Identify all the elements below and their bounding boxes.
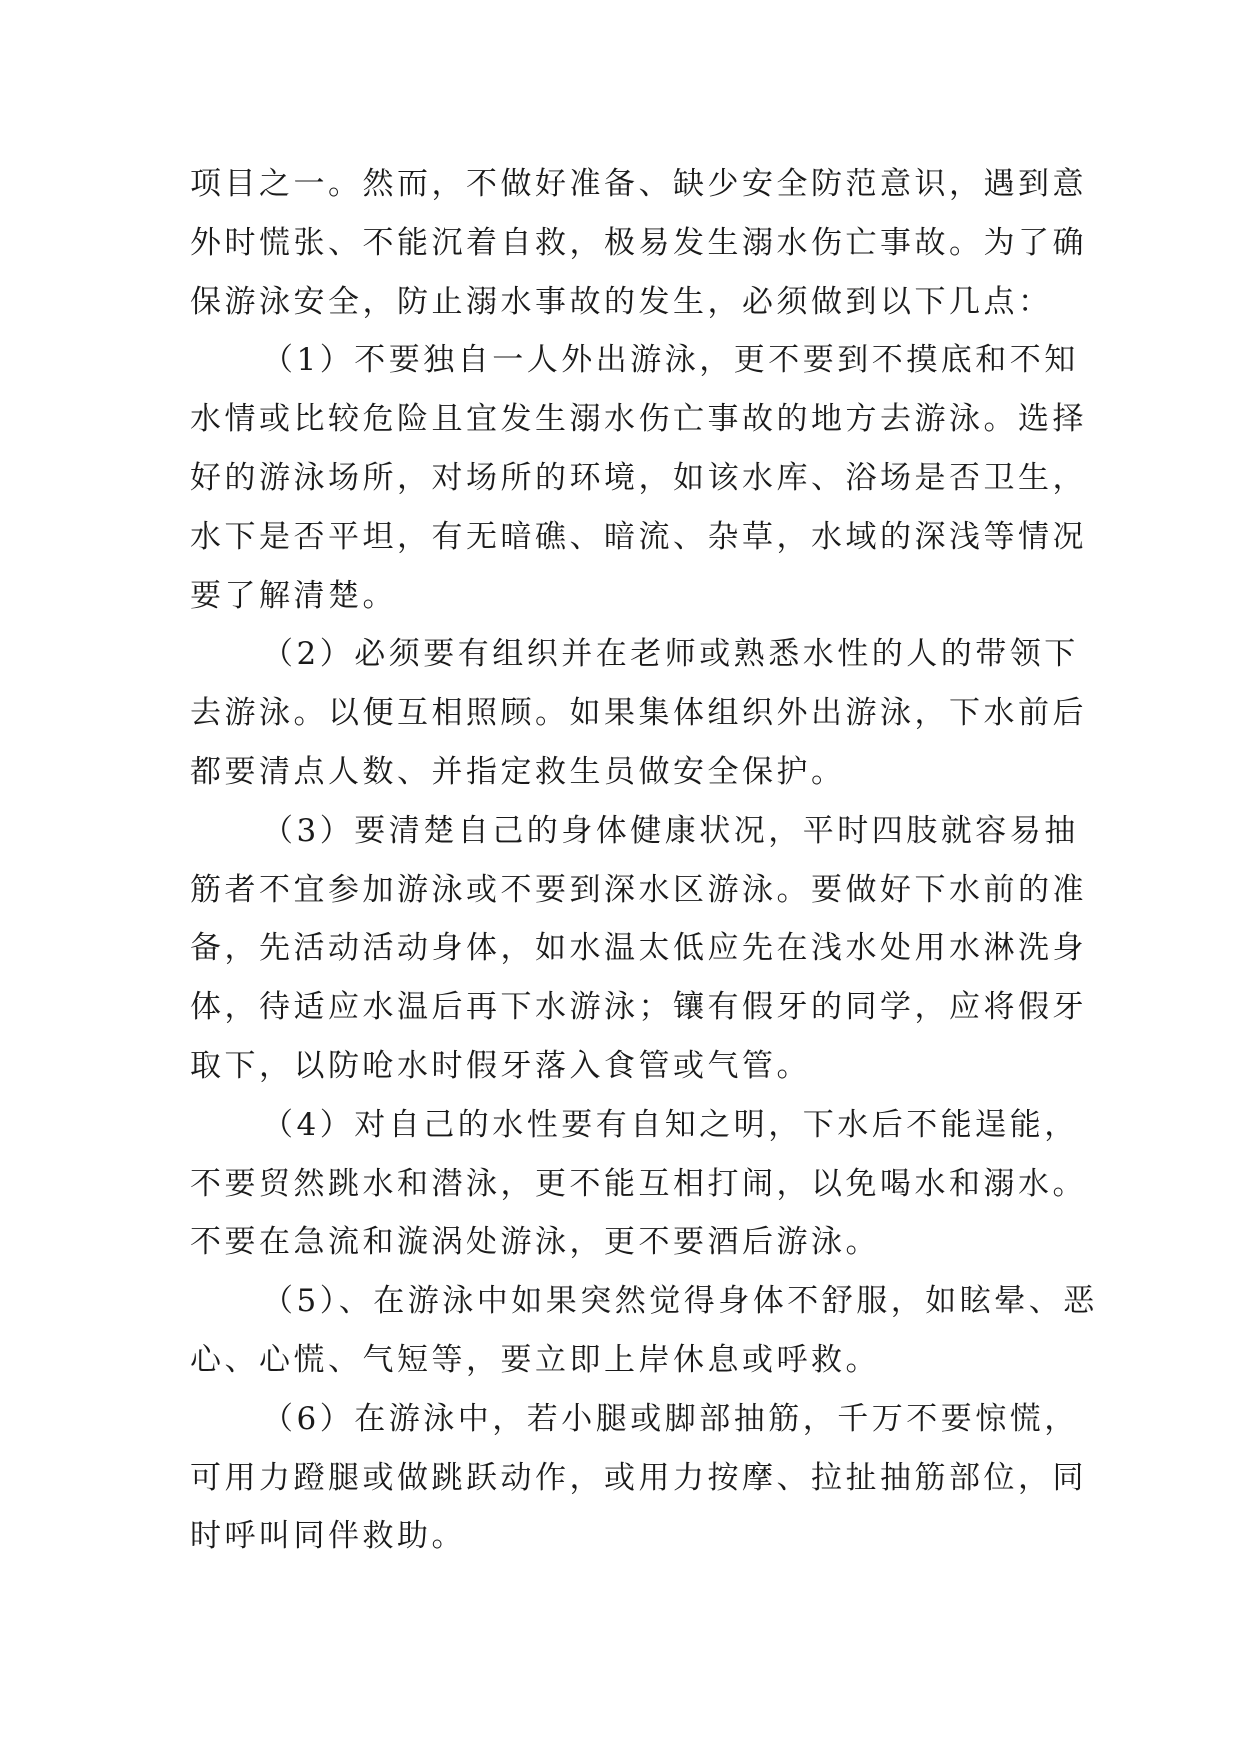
text-line: 水情或比较危险且宜发生溺水伤亡事故的地方去游泳。选择 (190, 401, 1087, 438)
paragraph-item-2 (190, 625, 1087, 801)
paragraph-item-5 (190, 1272, 1098, 1390)
text-line: 保游泳安全，防止溺水事故的发生，必须做到以下几点： (190, 283, 1053, 320)
text-line: 心、心慌、气短等，要立即上岸休息或呼救。 (190, 1341, 880, 1378)
text-line: 备，先活动活动身体，如水温太低应先在浅水处用水淋洗身 (190, 930, 1087, 967)
text-line: 不要贸然跳水和潜泳，更不能互相打闹，以免喝水和溺水。 (190, 1165, 1087, 1202)
text-line: （6）在游泳中，若小腿或脚部抽筋，千万不要惊慌， (262, 1400, 1079, 1437)
paragraph-intro (190, 155, 1087, 331)
text-line: 都要清点人数、并指定救生员做安全保护。 (190, 753, 846, 790)
text-line: （1）不要独自一人外出游泳，更不要到不摸底和不知 (262, 342, 1079, 379)
paragraph-item-1 (190, 331, 1087, 625)
body-text (190, 155, 1098, 1566)
text-line: 不要在急流和漩涡处游泳，更不要酒后游泳。 (190, 1224, 880, 1261)
text-line: （2）必须要有组织并在老师或熟悉水性的人的带领下 (262, 636, 1079, 673)
text-line: 外时慌张、不能沉着自救，极易发生溺水伤亡事故。为了确 (190, 224, 1087, 261)
text-line: 去游泳。以便互相照顾。如果集体组织外出游泳，下水前后 (190, 695, 1087, 732)
text-line: 筋者不宜参加游泳或不要到深水区游泳。要做好下水前的准 (190, 871, 1087, 908)
text-line: 要了解清楚。 (190, 577, 397, 614)
text-line: 项目之一。然而，不做好准备、缺少安全防范意识，遇到意 (190, 166, 1087, 202)
text-line: （3）要清楚自己的身体健康状况，平时四肢就容易抽 (262, 812, 1079, 849)
text-line: （4）对自己的水性要有自知之明，下水后不能逞能， (262, 1106, 1079, 1143)
text-line: 取下，以防呛水时假牙落入食管或气管。 (190, 1047, 811, 1084)
text-line: 好的游泳场所，对场所的环境，如该水库、浴场是否卫生， (190, 459, 1087, 496)
text-line: 水下是否平坦，有无暗礁、暗流、杂草，水域的深浅等情况 (190, 518, 1087, 555)
text-line: 可用力蹬腿或做跳跃动作，或用力按摩、拉扯抽筋部位，同 (190, 1459, 1087, 1496)
paragraph-item-6 (190, 1390, 1087, 1566)
paragraph-item-4 (190, 1096, 1087, 1272)
text-line: （5）、在游泳中如果突然觉得身体不舒服，如眩晕、恶 (262, 1283, 1098, 1320)
paragraph-item-3 (190, 802, 1087, 1096)
text-line: 时呼叫同伴救助。 (190, 1518, 466, 1555)
text-line: 体，待适应水温后再下水游泳；镶有假牙的同学，应将假牙 (190, 989, 1087, 1026)
